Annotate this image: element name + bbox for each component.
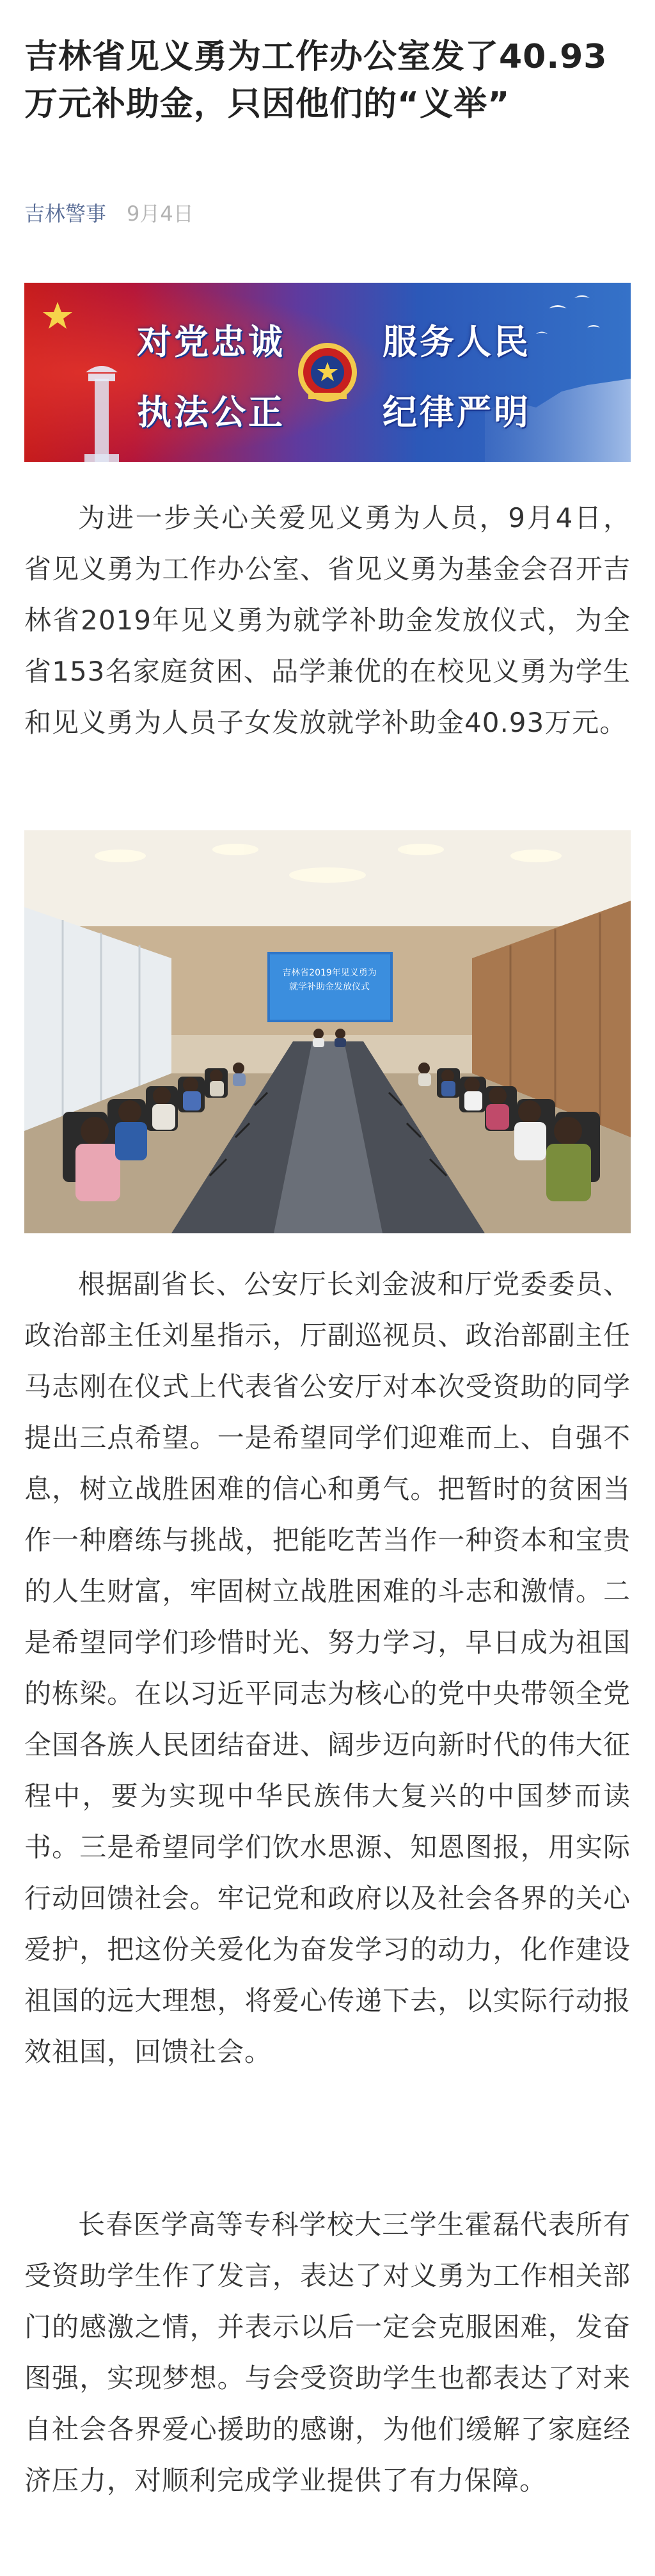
slogan-serve-people: 服务人民 — [383, 322, 531, 362]
screen-caption-line2: 就学补助金发放仪式 — [289, 982, 370, 992]
slogan-loyal-to-party: 对党忠诚 — [137, 322, 285, 362]
article-title: 吉林省见义勇为工作办公室发了40.93万元补助金，只因他们的“义举” — [24, 38, 608, 123]
paragraph-intro: 为进一步关心关爱见义勇为人员，9月4日，省见义勇为工作办公室、省见义勇为基金会召开吉林省2019年见义勇为就学补助金发放仪式，为全省153名家庭贫困、品学兼优的在校见义勇为学生和见义勇为人员子女发放就学补助金40.93万元。 — [24, 502, 631, 738]
meeting-room-illustration — [24, 830, 631, 1233]
article-meta — [24, 200, 194, 225]
banner-background — [24, 283, 631, 462]
publish-date: 9月4日 — [127, 201, 194, 226]
account-name-link[interactable]: 吉林警事 — [24, 201, 107, 226]
police-emblem-icon — [298, 343, 357, 402]
meeting-photo — [24, 830, 631, 1233]
slogan-fair-law-enforcement: 执法公正 — [137, 392, 285, 432]
screen-caption — [275, 966, 384, 994]
slogan-strict-discipline: 纪律严明 — [383, 392, 531, 432]
police-banner-image — [24, 283, 631, 462]
paragraph-three-hopes: 根据副省长、公安厅长刘金波和厅党委委员、政治部主任刘星指示，厅副巡视员、政治部副主任马志刚在仪式上代表省公安厅对本次受资助的同学提出三点希望。一是希望同学们迎难而上、自强不息，树立战胜困难的信心和勇气。把暂时的贫困当作一种磨练与挑战，把能吃苦当作一种资本和宝贵的人生财富，牢固树立战胜困难的斗志和激情。二是希望同学们珍惜时光、努力学习，早日成为祖国的栋梁。在以习近平同志为核心的党中央带领全党全国各族人民团结奋进、阔步迈向新时代的伟大征程中，要为实现中华民族伟大复兴的中国梦而读书。三是希望同学们饮水思源、知恩图报，用实际行动回馈社会。牢记党和政府以及社会各界的关心爱护，把这份关爱化为奋发学习的动力，化作建设祖国的远大理想，将爱心传递下去，以实际行动报效祖国，回馈社会。 — [24, 1268, 631, 2067]
paragraph-student-speech: 长春医学高等专科学校大三学生霍磊代表所有受资助学生作了发言，表达了对义勇为工作相关部门的感激之情，并表示以后一定会克服困难，发奋图强，实现梦想。与会受资助学生也都表达了对来自社会各界爱心援助的感谢，为他们缓解了家庭经济压力，对顺利完成学业提供了有力保障。 — [24, 2209, 631, 2496]
screen-caption-line1: 吉林省2019年见义勇为 — [282, 968, 377, 978]
